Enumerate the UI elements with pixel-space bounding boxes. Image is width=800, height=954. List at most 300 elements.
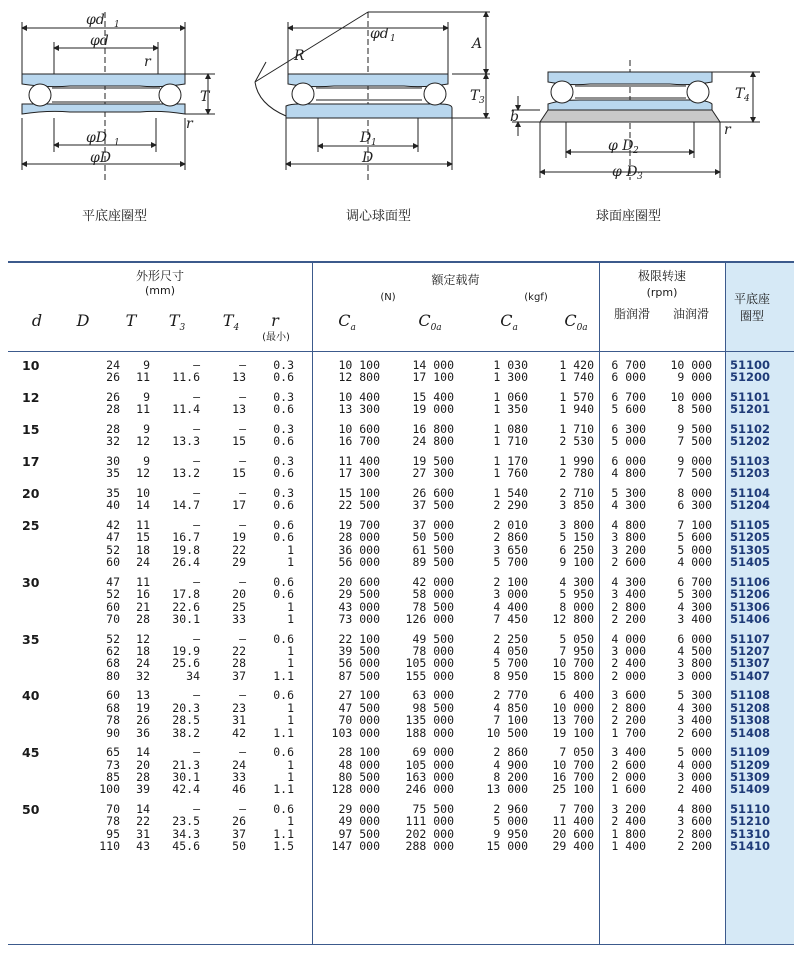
cell-T3: 45.6 (172, 839, 200, 854)
cell-Ca-n: 12 800 (338, 370, 380, 385)
cell-speed-grease: 4 300 (611, 574, 646, 589)
header-col-C0a-n: C (418, 311, 431, 330)
header-rated-load: 额定载荷 (431, 273, 480, 287)
sph-d1-sub: 1 (390, 34, 396, 44)
seat-D2-label: φ D (608, 138, 634, 154)
cell-speed-oil: 2 600 (677, 725, 712, 740)
cell-Ca-kgf: 2 860 (493, 745, 528, 760)
cell-C0a-n: 75 500 (412, 802, 454, 816)
cell-D: 110 (99, 839, 120, 854)
cell-T3: – (193, 390, 200, 404)
cell-bearing-code: 51106 (730, 574, 771, 589)
group-bore-d: 40 (22, 688, 40, 704)
cell-bearing-code: 51306 (730, 599, 771, 614)
cell-T4: 22 (232, 542, 246, 557)
header-speed-unit: (rpm) (646, 286, 678, 299)
cell-speed-oil: 3 400 (677, 612, 712, 626)
cell-bearing-code: 51308 (730, 713, 771, 728)
header-dimensions: 外形尺寸 (135, 269, 184, 283)
cell-T4: 33 (232, 612, 246, 626)
cell-C0a-n: 78 000 (412, 644, 454, 658)
cell-C0a-kgf: 16 700 (552, 770, 594, 784)
cell-T: 13 (136, 688, 150, 703)
cell-speed-oil: 10 000 (670, 358, 712, 372)
cell-C0a-kgf: 1 710 (559, 422, 594, 436)
group-bore-d: 15 (22, 422, 40, 437)
cell-Ca-kgf: 10 500 (486, 725, 528, 740)
cell-speed-oil: 3 000 (677, 668, 712, 683)
header-col-Ca-n: C (338, 311, 351, 330)
header-col-C0a-n-sub: 0a (430, 323, 442, 334)
cell-T3: 17.8 (172, 587, 200, 602)
table-row (8, 499, 794, 511)
cell-Ca-kgf: 1 030 (493, 358, 528, 372)
cell-Ca-n: 10 600 (338, 422, 380, 436)
table-row (8, 657, 794, 669)
cell-T: 9 (143, 422, 150, 436)
caption-spherical: 调心球面型 (346, 209, 412, 224)
cell-C0a-n: 19 000 (412, 402, 454, 417)
table-row (8, 544, 794, 556)
cell-speed-grease: 2 800 (611, 700, 646, 715)
cell-T4: – (239, 454, 246, 468)
flat-seat-diagram (22, 12, 215, 180)
cell-speed-grease: 2 200 (611, 713, 646, 728)
cell-C0a-kgf: 5 150 (559, 530, 594, 545)
table-row (8, 702, 794, 714)
sph-T3-label: T (470, 88, 480, 104)
cell-Ca-kgf: 1 350 (493, 402, 528, 417)
cell-D: 100 (99, 782, 120, 797)
table-row (8, 531, 794, 543)
cell-T: 12 (136, 466, 150, 481)
cell-bearing-code: 51210 (730, 814, 771, 829)
cell-D: 26 (106, 390, 120, 404)
cell-speed-grease: 3 400 (611, 745, 646, 760)
cell-r: 0.3 (273, 358, 294, 372)
header-col-C0a-kgf: C (564, 311, 577, 330)
cell-T4: 19 (232, 530, 246, 545)
cell-speed-oil: 3 800 (677, 656, 712, 671)
cell-C0a-kgf: 1 740 (559, 370, 594, 385)
cell-Ca-kgf: 1 300 (493, 370, 528, 385)
cell-D: 68 (106, 700, 120, 715)
cell-speed-grease: 3 800 (611, 530, 646, 545)
cell-speed-oil: 4 000 (677, 757, 712, 772)
cell-bearing-code: 51206 (730, 587, 771, 602)
cell-D: 90 (106, 725, 120, 740)
sph-D1-label: D (360, 130, 372, 146)
cell-T3: – (193, 688, 200, 703)
cell-Ca-n: 56 000 (338, 555, 380, 570)
cell-speed-oil: 5 000 (677, 542, 712, 557)
cell-speed-grease: 2 000 (611, 668, 646, 683)
cell-T3: 21.3 (172, 757, 200, 772)
cell-Ca-kgf: 8 950 (493, 668, 528, 683)
cell-speed-grease: 1 700 (611, 725, 646, 740)
header-grease: 脂润滑 (613, 307, 650, 321)
cell-Ca-n: 87 500 (338, 668, 380, 683)
cell-Ca-n: 11 400 (338, 454, 380, 468)
cell-D: 78 (106, 814, 120, 829)
cell-Ca-kgf: 3 000 (493, 587, 528, 602)
cell-speed-oil: 4 300 (677, 599, 712, 614)
cell-speed-oil: 2 400 (677, 782, 712, 797)
table-row (8, 633, 794, 645)
cell-C0a-n: 15 400 (412, 390, 454, 404)
cell-D: 60 (106, 555, 120, 570)
cell-bearing-code: 51109 (730, 745, 771, 760)
cell-r: 0.6 (273, 518, 294, 532)
cell-Ca-n: 73 000 (338, 612, 380, 626)
cell-T4: 29 (232, 555, 246, 570)
header-col-Ca-n-sub: a (350, 323, 356, 334)
group-bore-d: 12 (22, 390, 40, 405)
table-row (8, 645, 794, 657)
cell-T3: 11.4 (172, 402, 200, 417)
cell-C0a-kgf: 12 800 (552, 612, 594, 626)
cell-bearing-code: 51201 (730, 402, 771, 417)
table-row (8, 556, 794, 568)
cell-r: 1.1 (273, 725, 294, 740)
cell-bearing-code: 51309 (730, 770, 771, 784)
cell-T3: 13.3 (172, 434, 200, 449)
cell-D: 80 (106, 668, 120, 683)
cell-Ca-kgf: 1 760 (493, 466, 528, 481)
cell-r: 1 (287, 700, 294, 715)
cell-r: 0.6 (273, 530, 294, 545)
cell-Ca-n: 28 000 (338, 530, 380, 545)
cell-T4: 28 (232, 656, 246, 671)
seat-washer-diagram (512, 60, 760, 180)
cell-speed-grease: 3 400 (611, 587, 646, 602)
cell-speed-grease: 5 300 (611, 486, 646, 500)
cell-speed-oil: 6 300 (677, 498, 712, 513)
cell-bearing-code: 51207 (730, 644, 771, 658)
cell-T: 43 (136, 839, 150, 854)
table-row (8, 435, 794, 447)
cell-C0a-kgf: 4 300 (559, 574, 594, 589)
seat-D3-sub: 3 (637, 172, 643, 182)
cell-r: 0.6 (273, 466, 294, 481)
table-row (8, 783, 794, 795)
cell-bearing-code: 51407 (730, 668, 771, 683)
cell-C0a-kgf: 11 400 (552, 814, 594, 829)
cell-D: 47 (106, 574, 120, 589)
cell-bearing-code: 51203 (730, 466, 771, 481)
cell-speed-grease: 6 300 (611, 422, 646, 436)
seat-D3-label: φ D (612, 164, 638, 180)
cell-D: 60 (106, 599, 120, 614)
table-row (8, 371, 794, 383)
table-row (8, 576, 794, 588)
header-bearing-type: 平底座圈型 (733, 292, 770, 323)
cell-Ca-kgf: 7 450 (493, 612, 528, 626)
cell-D: 35 (106, 486, 120, 500)
cell-speed-oil: 5 000 (677, 745, 712, 760)
cell-T3: – (193, 745, 200, 760)
cell-bearing-code: 51200 (730, 370, 771, 385)
cell-speed-oil: 4 300 (677, 700, 712, 715)
cell-speed-oil: 5 600 (677, 530, 712, 545)
cell-bearing-code: 51205 (730, 530, 771, 545)
cell-T4: 13 (232, 370, 246, 385)
cell-D: 26 (106, 370, 120, 385)
table-row (8, 771, 794, 783)
cell-C0a-kgf: 3 850 (559, 498, 594, 513)
cell-C0a-n: 63 000 (412, 688, 454, 703)
cell-C0a-n: 17 100 (412, 370, 454, 385)
cell-speed-grease: 6 000 (611, 370, 646, 385)
cell-Ca-kgf: 4 900 (493, 757, 528, 772)
table-row (8, 815, 794, 827)
cell-speed-oil: 5 300 (677, 587, 712, 602)
table-row (8, 803, 794, 815)
cell-r: 1 (287, 644, 294, 658)
sph-A-label: A (472, 36, 483, 52)
flat-r-bottom-label: r (186, 116, 193, 132)
cell-T: 11 (136, 402, 150, 417)
group-bore-d: 25 (22, 518, 40, 533)
cell-Ca-kgf: 1 170 (493, 454, 528, 468)
header-col-D: D (76, 311, 90, 330)
cell-Ca-n: 17 300 (338, 466, 380, 481)
cell-bearing-code: 51208 (730, 700, 771, 715)
cell-Ca-n: 49 000 (338, 814, 380, 829)
cell-speed-oil: 2 800 (677, 826, 712, 841)
cell-T: 28 (136, 770, 150, 784)
cell-D: 47 (106, 530, 120, 545)
cell-D: 52 (106, 587, 120, 602)
cell-r: 1.1 (273, 668, 294, 683)
cell-D: 60 (106, 688, 120, 703)
cell-C0a-kgf: 1 570 (559, 390, 594, 404)
cell-D: 42 (106, 518, 120, 532)
table-row (8, 487, 794, 499)
cell-bearing-code: 51408 (730, 725, 771, 740)
cell-Ca-n: 20 600 (338, 574, 380, 589)
cell-T3: – (193, 486, 200, 500)
cell-Ca-kgf: 2 860 (493, 530, 528, 545)
cell-D: 85 (106, 770, 120, 784)
cell-T3: 30.1 (172, 612, 200, 626)
cell-D: 73 (106, 757, 120, 772)
cell-Ca-kgf: 15 000 (486, 839, 528, 854)
cell-Ca-kgf: 2 960 (493, 802, 528, 816)
cell-r: 1.5 (273, 839, 294, 854)
cell-C0a-n: 42 000 (412, 574, 454, 589)
cell-D: 70 (106, 612, 120, 626)
cell-Ca-kgf: 3 650 (493, 542, 528, 557)
flat-d1-sub: 1 (114, 20, 120, 30)
cell-C0a-n: 89 500 (412, 555, 454, 570)
cell-speed-oil: 7 500 (677, 434, 712, 449)
cell-D: 78 (106, 713, 120, 728)
cell-speed-grease: 1 800 (611, 826, 646, 841)
cell-T: 31 (136, 826, 150, 841)
cell-r: 1.1 (273, 826, 294, 841)
sph-d1-label: φd (370, 26, 389, 42)
cell-D: 68 (106, 656, 120, 671)
cell-Ca-kgf: 2 770 (493, 688, 528, 703)
cell-C0a-n: 24 800 (412, 434, 454, 449)
cell-Ca-n: 10 100 (338, 358, 380, 372)
cell-Ca-kgf: 2 290 (493, 498, 528, 513)
cell-speed-oil: 4 500 (677, 644, 712, 658)
cell-T: 12 (136, 631, 150, 646)
cell-Ca-n: 48 000 (338, 757, 380, 772)
cell-bearing-code: 51305 (730, 542, 771, 557)
cell-Ca-n: 16 700 (338, 434, 380, 449)
cell-C0a-kgf: 8 000 (559, 599, 594, 614)
cell-T: 39 (136, 782, 150, 797)
caption-flat-seat: 平底座圈型 (82, 209, 148, 224)
header-speed-limit: 极限转速 (637, 269, 686, 283)
cell-T4: 17 (232, 498, 246, 513)
caption-seat-washer: 球面座圈型 (596, 209, 662, 224)
cell-speed-oil: 4 000 (677, 555, 712, 570)
cell-r: 1 (287, 713, 294, 728)
flat-T-label: T (200, 89, 210, 105)
cell-C0a-kgf: 9 100 (559, 555, 594, 570)
cell-Ca-kgf: 2 100 (493, 574, 528, 589)
header-col-r: r (271, 311, 279, 330)
cell-C0a-kgf: 20 600 (552, 826, 594, 841)
header-col-T: T (125, 311, 137, 330)
cell-speed-oil: 6 000 (677, 631, 712, 646)
cell-T3: 11.6 (172, 370, 200, 385)
cell-r: 0.6 (273, 802, 294, 816)
cell-T4: 37 (232, 668, 246, 683)
cell-C0a-kgf: 7 050 (559, 745, 594, 760)
cell-T: 10 (136, 486, 150, 500)
cell-C0a-n: 69 000 (412, 745, 454, 760)
cell-T: 18 (136, 542, 150, 557)
cell-C0a-kgf: 1 420 (559, 358, 594, 372)
header-col-Ca-kgf-sub: a (512, 323, 518, 334)
cell-speed-grease: 2 000 (611, 770, 646, 784)
cell-bearing-code: 51405 (730, 555, 771, 570)
cell-T: 24 (136, 656, 150, 671)
cell-bearing-code: 51202 (730, 434, 771, 449)
cell-T: 9 (143, 358, 150, 372)
cell-C0a-kgf: 19 100 (552, 725, 594, 740)
cell-T3: – (193, 631, 200, 646)
cell-Ca-kgf: 5 700 (493, 656, 528, 671)
cell-C0a-n: 288 000 (405, 839, 454, 854)
cell-T3: 19.9 (172, 644, 200, 658)
cell-C0a-n: 58 000 (412, 587, 454, 602)
cell-T: 11 (136, 574, 150, 589)
cell-Ca-kgf: 9 950 (493, 826, 528, 841)
cell-speed-grease: 3 200 (611, 542, 646, 557)
cell-Ca-n: 56 000 (338, 656, 380, 671)
cell-T3: 14.7 (172, 498, 200, 513)
cell-speed-grease: 3 600 (611, 688, 646, 703)
table-row (8, 745, 794, 761)
cell-T: 22 (136, 814, 150, 829)
cell-bearing-code: 51110 (730, 802, 771, 816)
cell-C0a-kgf: 5 050 (559, 631, 594, 646)
cell-speed-oil: 4 800 (677, 802, 712, 816)
cell-T4: 37 (232, 826, 246, 841)
header-col-C0a-kgf-sub: 0a (576, 323, 588, 334)
header-col-T4: T (222, 311, 234, 330)
cell-T: 14 (136, 745, 150, 760)
cell-T4: 24 (232, 757, 246, 772)
cell-Ca-kgf: 4 400 (493, 599, 528, 614)
flat-d-label: φd (90, 33, 109, 49)
cell-D: 30 (106, 454, 120, 468)
cell-Ca-n: 70 000 (338, 713, 380, 728)
cell-T3: – (193, 574, 200, 589)
cell-Ca-n: 10 400 (338, 390, 380, 404)
header-oil: 油润滑 (672, 307, 709, 321)
cell-r: 0.6 (273, 574, 294, 589)
seat-r-label: r (724, 122, 731, 138)
cell-C0a-kgf: 13 700 (552, 713, 594, 728)
header-dimensions-unit: (mm) (144, 284, 175, 297)
cell-r: 0.3 (273, 486, 294, 500)
table-row (8, 759, 794, 771)
cell-T3: 38.2 (172, 725, 200, 740)
cell-T: 18 (136, 644, 150, 658)
cell-Ca-kgf: 2 250 (493, 631, 528, 646)
table-row (8, 359, 794, 371)
cell-T: 36 (136, 725, 150, 740)
cell-speed-oil: 2 200 (677, 839, 712, 854)
cell-C0a-n: 155 000 (405, 668, 454, 683)
cell-C0a-n: 61 500 (412, 542, 454, 557)
cell-speed-grease: 1 400 (611, 839, 646, 854)
table-row (8, 519, 794, 531)
cell-bearing-code: 51101 (730, 390, 771, 404)
cell-speed-oil: 6 700 (677, 574, 712, 589)
cell-Ca-n: 97 500 (338, 826, 380, 841)
cell-C0a-n: 37 000 (412, 518, 454, 532)
cell-T: 15 (136, 530, 150, 545)
header-separator (8, 351, 794, 352)
cell-T4: 50 (232, 839, 246, 854)
group-bore-d: 50 (22, 802, 40, 817)
cell-T3: 34 (186, 668, 200, 683)
sph-D-label: D (362, 150, 374, 166)
flat-d1-label: φd (86, 12, 105, 28)
cell-r: 0.6 (273, 402, 294, 417)
cell-T3: 25.6 (172, 656, 200, 671)
bearing-diagrams (0, 0, 800, 235)
group-bore-d: 17 (22, 454, 40, 469)
flat-r-top-label: r (144, 54, 151, 70)
cell-T3: 28.5 (172, 713, 200, 728)
cell-Ca-n: 28 100 (338, 745, 380, 760)
table-row (8, 423, 794, 435)
cell-T: 21 (136, 599, 150, 614)
cell-speed-oil: 7 500 (677, 466, 712, 481)
cell-r: 0.6 (273, 631, 294, 646)
cell-Ca-n: 22 500 (338, 498, 380, 513)
cell-C0a-n: 19 500 (412, 454, 454, 468)
table-row (8, 840, 794, 852)
cell-speed-grease: 6 000 (611, 454, 646, 468)
cell-Ca-n: 22 100 (338, 631, 380, 646)
cell-speed-grease: 1 600 (611, 782, 646, 797)
cell-r: 0.3 (273, 422, 294, 436)
cell-C0a-kgf: 10 700 (552, 656, 594, 671)
cell-C0a-n: 27 300 (412, 466, 454, 481)
cell-speed-oil: 10 000 (670, 390, 712, 404)
header-col-d: d (31, 311, 43, 330)
